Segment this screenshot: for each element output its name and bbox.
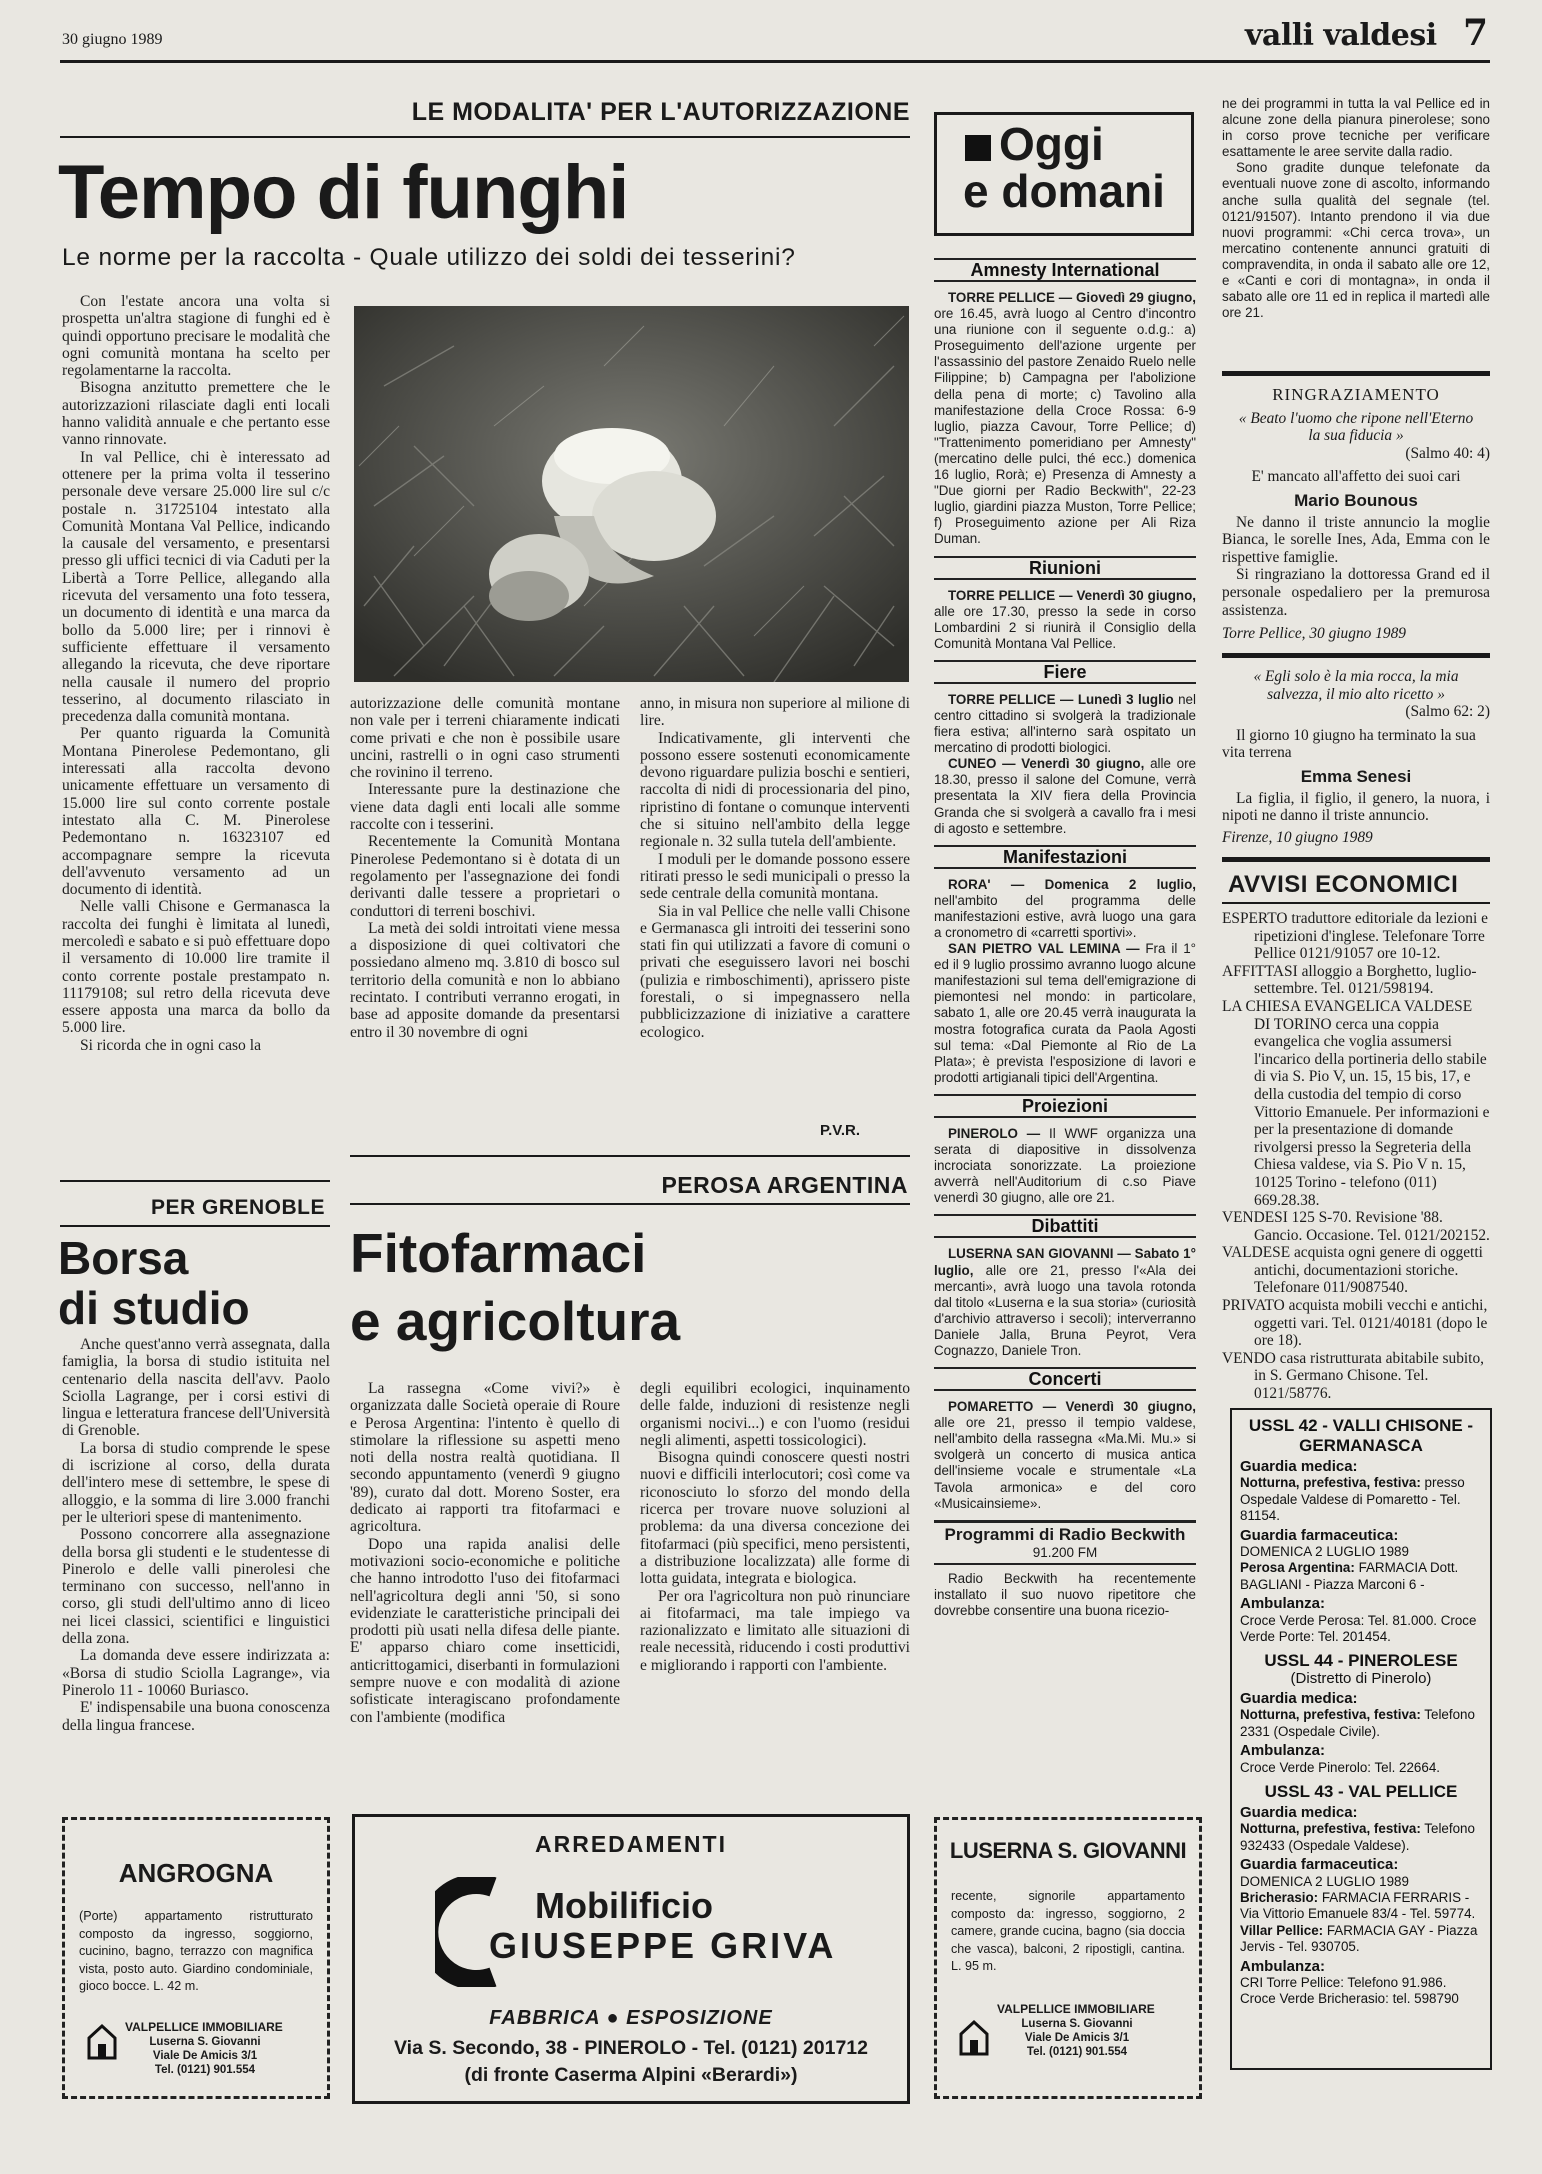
item-text: Fra il 1° ed il 9 luglio prossimo avranno luogo alcune manifestazioni sul tema dell'emigrazione di piemontesi nel mondo: in particolare, sabato 1, alle ore 20.45 verrà inaugurata la mostra fotografica curata da Paola Agosti sul tema: «Dal Piemonte al Rio de La Plata»; è prevista l'esposizione di lavori e prodotti artigianali tipici dell'Argentina. <box>934 941 1196 1085</box>
funghi-p: In val Pellice, chi è interessato ad ottenere per la prima volta il tesserino personale deve versare 25.000 lire sul c/c postale n. 31725104 intestato alla Comunità Montana Val Pellice, indicando la causale del versamento, e presentarsi presso gli uffici tecnici di via Caduti per la Libertà a Torre Pellice, allegando alla ricevuta del versamento una foto tessera, un documento di identità e una marca da bollo da 5.000 lire; per i rinnovi è sufficiente effettuare il versamento allegando la ricevuta, che deve riportare nella causale il numero del proprio tesserino, al documento rilasciato in precedenza dalla comunità montana. <box>62 448 330 726</box>
funghi-p: Recentemente la Comunità Montana Pinerolese Pedemontano si è dotata di un regolamento per l'assegnazione dei fondi derivanti dalle tessere a proprietari o conduttori di terreni boschivi. <box>350 833 620 920</box>
avvisi-heading-rule <box>1222 902 1490 904</box>
ussl-text <box>1240 1890 1482 1923</box>
ussl-43 <box>1240 1782 1482 2008</box>
ussl-value: Telefono 2331 (Ospedale Civile). <box>1240 1707 1475 1739</box>
avvisi-economici <box>1222 870 1492 1403</box>
oggi-item <box>934 692 1196 837</box>
avviso-item: ESPERTO traduttore editoriale da lezioni e ripetizioni d'inglese. Telefonare Torre Pellice 0121/91057 ore 10-12. <box>1222 910 1488 963</box>
emma-name: Emma Senesi <box>1300 766 1412 786</box>
oggi-item <box>934 290 1196 548</box>
luserna-ad <box>934 1817 1202 2099</box>
newspaper-name: valli valdesi <box>1245 18 1437 53</box>
funghi-p: Interessante pure la destinazione che viene data dagli enti locali alle somme raccolte con i tesserini. <box>350 781 620 834</box>
avviso-item: VALDESE acquista ogni genere di oggetti antichi, documentazioni storiche. Telefonare 011/9087540. <box>1222 1244 1483 1297</box>
borsa-top-rule <box>60 1180 330 1182</box>
ussl-text <box>1240 1821 1482 1854</box>
ussl-bold: Perosa Argentina: <box>1240 1560 1355 1576</box>
angrogna-addr: Viale De Amicis 3/1 <box>152 2050 258 2062</box>
emma-line: Il giorno 10 giugno ha terminato la sua vita terrena <box>1222 726 1476 762</box>
bullet-icon: ● <box>606 2007 620 2029</box>
angrogna-title: ANGROGNA <box>118 1858 274 1888</box>
oggi-item <box>934 1246 1196 1359</box>
fito-title-2: e agricoltura <box>350 1290 681 1352</box>
avvisi-heading: AVVISI ECONOMICI <box>1228 871 1459 898</box>
borsa-p: Anche quest'anno verrà assegnata, dalla famiglia, la borsa di studio istituita nel centenario della nascita dell'avv. Paolo Sciolla Lagrange, per i corsi estivi di lingua e letteratura francese dell'Università di Grenoble. <box>62 1336 330 1440</box>
oggi-item <box>934 588 1196 652</box>
item-lead: TORRE PELLICE — Venerdì 30 giugno, <box>948 587 1196 603</box>
griva-note: (di fronte Caserma Alpini «Berardi») <box>464 2064 798 2086</box>
luserna-agency: VALPELLICE IMMOBILIARE <box>997 2002 1155 2016</box>
emma-notice <box>1222 668 1490 846</box>
ringr-line: E' mancato all'affetto dei suoi cari <box>1251 468 1461 486</box>
griva-line1 <box>355 2007 907 2030</box>
ussl-value: Croce Verde Pinerolo: Tel. 22664. <box>1240 1759 1440 1775</box>
item-lead: PINEROLO — <box>948 1125 1041 1141</box>
luserna-tel: Tel. (0121) 901.554 <box>1026 2046 1128 2058</box>
fito-col1 <box>350 1380 620 1810</box>
emma-quote: « Egli solo è la mia rocca, la mia salvezza, il mio alto ricetto » <box>1253 668 1459 703</box>
ussl-subhead: Ambulanza: <box>1240 1957 1326 1975</box>
funghi-signature: P.V.R. <box>820 1122 861 1139</box>
ussl-bold: Bricherasio: <box>1240 1889 1319 1905</box>
item-lead: TORRE PELLICE — Lunedì 3 luglio <box>948 691 1174 707</box>
ussl-subhead: Guardia medica: <box>1240 1803 1358 1821</box>
ringr-name: Mario Bounous <box>1294 490 1418 510</box>
borsa-body <box>62 1336 330 1806</box>
borsa-title-1: Borsa <box>58 1232 189 1284</box>
oggi-square <box>965 135 991 161</box>
borsa-p: E' indispensabile una buona conoscenza della lingua francese. <box>62 1699 330 1734</box>
oggi-item <box>934 1126 1196 1206</box>
oggi-title-box <box>934 112 1194 236</box>
borsa-p: La borsa di studio comprende le spese di iscrizione al corso, della durata dell'intero mese di settembre, le spese di alloggio, e la somma di lire 3.000 franchi per le ulteriori spese di mantenimento. <box>62 1439 330 1526</box>
radio-text-p: Radio Beckwith ha recentemente installato il suo nuovo ripetitore che dovrebbe consentire una buona ricezio- <box>934 1570 1196 1618</box>
oggi-item <box>934 1399 1196 1512</box>
ussl-value: DOMENICA 2 LUGLIO 1989 <box>1240 1544 1409 1560</box>
luserna-title: LUSERNA S. GIOVANNI <box>949 1838 1187 1863</box>
ussl-value: CRI Torre Pellice: Telefono 91.986. Croce Verde Bricherasio: tel. 598790 <box>1240 1974 1459 2007</box>
emma-place: Firenze, 10 giugno 1989 <box>1222 828 1373 846</box>
item-lead: SAN PIETRO VAL LEMINA — <box>948 941 1140 957</box>
item-lead: RORA' — Domenica 2 luglio, <box>948 876 1196 892</box>
griva-top: ARREDAMENTI <box>535 1831 727 1857</box>
ringr-heading: RINGRAZIAMENTO <box>1272 385 1440 404</box>
item-lead: POMARETTO — Venerdì 30 giugno, <box>948 1399 1196 1415</box>
ussl-subhead: Guardia medica: <box>1240 1458 1358 1475</box>
item-text: ore 16.45, avrà luogo al Centro d'incontro una riunione con il seguente o.d.g.: a) Proseguimento dell'azione urgente per l'assassinio del pastore Zenaido Ruelo nelle Filippine; b) Campagna per l'abolizione della pena di morte; c) Tavolino alla manifestazione della Croce Rossa: 6-9 luglio, piazza Cavour, Torre Pellice; d) "Trattenimento pomeridiano per Amnesty" (mercatino delle pulci, thé ecc.) domenica 16 luglio, Rorà; e) Presenza di Amnesty a "Due giorni per Radio Beckwith", 22-23 luglio, giardini piazza Muston, Torre Pellice; f) Proseguimento azione per Ali Riza Duman. <box>934 306 1196 547</box>
ussl-district: (Distretto di Pinerolo) <box>1290 1670 1432 1688</box>
borsa-kicker: PER GRENOBLE <box>150 1196 325 1219</box>
avviso-item: VENDO casa ristrutturata abitabile subito, in S. Germano Chisone. Tel. 0121/58776. <box>1222 1349 1484 1403</box>
item-text: alle ore 21, presso l'«Ala dei mercanti», avrà luogo una tavola rotonda dal titolo «Luserna e la sua storia» (curiosità d'archivio attraverso i secoli); interverranno Daniele Jalla, Bruna Peyrot, Vera Cognazzo, Daniele Tron. <box>934 1262 1197 1358</box>
page-date: 30 giugno 1989 <box>62 31 163 48</box>
avviso-item: AFFITTASI alloggio a Borghetto, luglio-settembre. Tel. 0121/598194. <box>1222 962 1477 998</box>
fito-p: Bisogna quindi conoscere questi nostri nuovi e difficili interlocutori; così come va riconosciuto lo sforzo del mondo della ricerca per trovare nuove soluzioni al problema: da una diversa concezione dei fitofarmaci (più specifici, meno persistenti, a distribuzione localizzata) alle forme di lotta guidata, integrata e biologica. <box>640 1449 910 1588</box>
ussl-text <box>1240 1923 1482 1956</box>
radio-heading-box <box>934 1520 1196 1565</box>
angrogna-ad <box>62 1817 330 2099</box>
ussl-subhead: Ambulanza: <box>1240 1742 1326 1760</box>
item-lead: TORRE PELLICE — Giovedì 29 giugno, <box>948 290 1196 305</box>
radio-cont-p: ne dei programmi in tutta la val Pellice ed in alcune zone della pianura pinerolese; sono in corso prove tecniche per verificare esattamente le aree servite dalla radio. <box>1222 96 1490 160</box>
emma-ref: (Salmo 62: 2) <box>1405 703 1490 721</box>
fito-top-rule <box>350 1155 910 1157</box>
fito-p: Per ora l'agricoltura non può rinunciare ai fitofarmaci, ma tale impiego va razionalizzato e limitato alle situazioni di reale necessità, riducendo i costi produttivi e migliorando i rapporti con l'ambiente. <box>640 1587 910 1674</box>
mushroom-photo <box>354 306 909 682</box>
funghi-p: Indicativamente, gli interventi che possono essere sostenuti economicamente devono riguardare pulizia boschi e sentieri, raccolta di nidi di processionaria del pino, ripristino di fontane o comunque interventi che si situino nell'ambito della legge regionale n. 32 sulla tutela dell'ambiente. <box>640 729 910 851</box>
oggi-title-2: e domani <box>963 165 1165 217</box>
ussl-text <box>1240 1707 1482 1740</box>
funghi-p: La metà dei soldi introitati viene messa a disposizione di quei coltivatori che possiedano almeno mq. 3.810 di bosco sul territorio della comunità e non lo abbiano recintato. I contributi verranno erogati, in base ad apposite domande da presentarsi entro il 30 novembre di ogni <box>350 919 620 1041</box>
house-icon <box>957 2016 991 2058</box>
ussl-text <box>1240 1475 1482 1524</box>
ussl-bold: Notturna, prefestiva, festiva: <box>1240 1475 1421 1491</box>
ringr-text: Si ringraziano la dottoressa Grand ed il personale ospedaliero per la premurosa assistenza. <box>1222 566 1490 619</box>
ussl-bold: Notturna, prefestiva, festiva: <box>1240 1821 1421 1837</box>
funghi-p: Sia in val Pellice che nelle valli Chisone e Germanasca gli introiti dei tesserini sono stati fin qui utilizzati a favore di comuni o privati che eseguissero lavori nei boschi (pulizia e rimboschimenti), aprissero piste forestali, o si impegnassero nella pubblicizzazione di iniziative a carattere ecologico. <box>640 902 910 1041</box>
ringr-text: Ne danno il triste annuncio la moglie Bianca, le sorelle Ines, Ada, Emma con le rispettive famiglie. <box>1222 513 1490 566</box>
ussl-value: FARMACIA GAY - Piazza Jervis - Tel. 930705. <box>1240 1922 1478 1955</box>
funghi-p: Si ricorda che in ogni caso la <box>80 1036 262 1054</box>
ussl-44 <box>1240 1651 1482 1775</box>
radio-cont-p: Sono gradite dunque telefonate da eventuali nuove zone di ascolto, informando anche sulla qualità del segnale (tel. 0121/91507). Intanto prendono il via due nuovi programmi: «Chi cerca trova», un mercatino contenente annunci gratuiti di compravendita, in onda il sabato alle ore 12, e «Canti e cori di montagna», in onda il sabato alle ore 11 ed in replica il martedì alle ore 21. <box>1222 160 1490 321</box>
radio-frequency: 91.200 FM <box>1032 1544 1098 1560</box>
ussl-value: Croce Verde Perosa: Tel. 81.000. Croce Verde Porte: Tel. 201454. <box>1240 1612 1477 1645</box>
ussl-value: FARMACIA Dott. BAGLIANI - Piazza Marconi 6 - <box>1240 1560 1459 1592</box>
ringr-ref: (Salmo 40: 4) <box>1405 444 1490 462</box>
item-text: Il WWF organizza una serata di diapositive in dissolvenza incrociata sonorizzate. La proiezione avverrà nell'Auditorium di c.so Piave venerdì 30 giugno, alle ore 21. <box>934 1125 1197 1206</box>
luserna-addr: Viale De Amicis 3/1 <box>1024 2032 1130 2044</box>
ussl-subhead: Guardia farmaceutica: <box>1240 1526 1399 1544</box>
ussl-value: FARMACIA FERRARIS - Via Vittorio Emanuele 83/4 - Tel. 59774. <box>1240 1889 1476 1922</box>
funghi-col2 <box>350 695 620 1150</box>
ussl-subhead: Guardia medica: <box>1240 1689 1358 1707</box>
page-number: 7 <box>1463 12 1489 54</box>
funghi-p: Nelle valli Chisone e Germanasca la raccolta dei funghi è limitata al lunedì, mercoledì e sabato e si può effettuare dopo il versamento di 10.000 lire tramite il conto corrente postale prestampato n. 11179108; sul retro della ricevuta deve essere apposta una marca da bollo da 5.000 lire. <box>62 898 330 1037</box>
griva-fabbrica: FABBRICA <box>489 2007 600 2029</box>
funghi-p: Bisogna anzitutto premettere che le autorizzazioni rilasciate dagli enti locali hanno validità annuale e che pertanto esse vanno rinnovate. <box>62 379 330 449</box>
luserna-addr: Luserna S. Giovanni <box>1021 2018 1133 2030</box>
borsa-p: La domanda deve essere indirizzata a: «Borsa di studio Sciolla Lagrange», via Pinerolo 11 - 10060 Buriasco. <box>62 1647 330 1699</box>
ussl-subhead: Guardia farmaceutica: <box>1240 1856 1399 1874</box>
ussl-value: Telefono 932433 (Ospedale Valdese). <box>1240 1821 1475 1853</box>
ringraziamento <box>1222 386 1490 643</box>
item-text: nel centro cittadino si svolgerà la tradizionale fiera estiva; all'interno sarà ospitato un mercatino di prodotti biologici. <box>934 691 1196 756</box>
house-icon <box>85 2020 119 2062</box>
funghi-p: autorizzazione delle comunità montane non vale per i terreni chiaramente indicati come privati e che non è possibile usare uncini, rastrelli o in ogni caso strumenti che rovinino il terreno. <box>350 695 620 782</box>
item-text: nell'ambito del programma delle manifestazioni estive, avrà luogo una gara a cronometro di «carretti sportivi». <box>934 892 1196 940</box>
avvisi-list <box>1222 910 1492 1403</box>
angrogna-agency: VALPELLICE IMMOBILIARE <box>125 2020 283 2034</box>
angrogna-text: (Porte) appartamento ristrutturato composto da ingresso, soggiorno, cucinino, bagno, terrazzo con magnifica vista, posto auto. Giardino condominiale, gioco bocce. L. 42 m. <box>79 1909 313 1993</box>
ussl-box <box>1230 1408 1492 2070</box>
funghi-p: Per quanto riguarda la Comunità Montana Pinerolese Pedemontano, gli interessati alla raccolta devono unicamente effettuare un versamento di 15.000 lire sul conto corrente postale intestato alla C. M. Pinerolese Pedemontano n. 16323107 ed accompagnare sempre la ricevuta dell'avvenuto versamento ad un documento di identità. <box>62 725 330 899</box>
avviso-item: PRIVATO acquista mobili vecchi e antichi, oggetti vari. Tel. 0121/40181 (dopo le ore 18). <box>1222 1297 1488 1350</box>
kicker-rule <box>60 136 910 138</box>
emma-rule <box>1222 653 1490 658</box>
fito-kicker: PEROSA ARGENTINA <box>661 1172 908 1198</box>
ussl-value: DOMENICA 2 LUGLIO 1989 <box>1240 1873 1409 1889</box>
oggi-column <box>934 258 1196 1798</box>
funghi-p: anno, in misura non superiore al milione di lire. <box>640 695 910 730</box>
radio-text <box>934 1571 1196 1619</box>
item-text: alle ore 18.30, presso il salone del Comune, verrà presentata la XIV fiera della Provincia Granda che si svolgerà a cavallo fra i mesi di agosto e settembre. <box>934 756 1196 836</box>
funghi-kicker: LE MODALITA' PER L'AUTORIZZAZIONE <box>411 98 910 126</box>
fito-col2 <box>640 1380 910 1810</box>
luserna-text: recente, signorile appartamento composto da: ingresso, soggiorno, 2 camere, grande cucina, bagno (sia doccia che vasca), balconi, 2 ripostigli, cantina. L. 95 m. <box>951 1889 1185 1973</box>
funghi-col3 <box>640 695 910 1125</box>
ussl-bold: Villar Pellice: <box>1240 1922 1324 1938</box>
ussl-42 <box>1240 1416 1482 1645</box>
fito-title-1: Fitofarmaci <box>350 1222 647 1284</box>
borsa-title-2: di studio <box>58 1282 250 1334</box>
griva-brand-1: Mobilificio <box>535 1885 713 1926</box>
ussl-title: USSL 42 - VALLI CHISONE - GERMANASCA <box>1248 1416 1474 1455</box>
ringr-quote: « Beato l'uomo che ripone nell'Eterno la sua fiducia » <box>1238 409 1474 445</box>
funghi-title: Tempo di funghi <box>58 150 629 235</box>
ussl-title: USSL 44 - PINEROLESE <box>1264 1651 1458 1671</box>
borsa-p: Possono concorrere alla assegnazione della borsa gli studenti e le studentesse di Pinerolo e delle valli pinerolesi che terminano con successo, nell'anno in corso, gli studi dell'ultimo anno di liceo nei licei classici, scientifici e linguistici della zona. <box>62 1526 330 1648</box>
angrogna-addr: Luserna S. Giovanni <box>149 2036 261 2048</box>
borsa-kicker-rule <box>60 1225 330 1227</box>
section-heading: Manifestazioni <box>934 845 1196 869</box>
section-heading: Fiere <box>934 660 1196 684</box>
ussl-subhead: Ambulanza: <box>1240 1595 1326 1613</box>
griva-address: Via S. Secondo, 38 - PINEROLO - Tel. (0121) 201712 <box>394 2037 868 2059</box>
ussl-value: presso Ospedale Valdese di Pomaretto - Tel. 81154. <box>1240 1475 1465 1524</box>
item-lead: CUNEO — Venerdì 30 giugno, <box>948 756 1145 772</box>
section-heading: Amnesty International <box>934 258 1196 282</box>
header-rule <box>60 60 1490 63</box>
emma-text: La figlia, il figlio, il genero, la nuora, i nipoti ne danno il triste annuncio. <box>1222 789 1490 825</box>
section-heading: Riunioni <box>934 556 1196 580</box>
section-heading: Proiezioni <box>934 1094 1196 1118</box>
radio-heading: Programmi di Radio Beckwith <box>944 1524 1186 1544</box>
ringr-place: Torre Pellice, 30 giugno 1989 <box>1222 625 1406 643</box>
ussl-title: USSL 43 - VAL PELLICE <box>1264 1781 1458 1801</box>
item-text: alle ore 21, presso il tempio valdese, nell'ambito della rassegna «Ma.Mi. Mu.» si svolgerà un concerto di musica antica dell'insieme vocale e strumentale «La Tavola armonica» e del coro «Musicainsieme». <box>934 1415 1196 1511</box>
ringr-rule <box>1222 371 1490 376</box>
funghi-col1 <box>62 293 330 1173</box>
griva-ad <box>352 1814 910 2104</box>
griva-brand-2: GIUSEPPE GRIVA <box>489 1925 837 1966</box>
section-heading: Concerti <box>934 1367 1196 1391</box>
funghi-p: Con l'estate ancora una volta si prospetta un'altra stagione di funghi ed è quindi opportuno precisare le modalità che ogni comunità montana ha scelto per regolamentarne la raccolta. <box>62 293 330 380</box>
avviso-item: LA CHIESA EVANGELICA VALDESE DI TORINO cerca una coppia evangelica che voglia assumersi l'incarico della portineria dello stabile di via S. Pio V, un. 15, 15 bis, 17, e della custodia del tempio di corso Vittorio Emanuele. Per informazioni e per la presentazione di domande rivolgersi presso la Segreteria della Chiesa valdese, via S. Pio V n. 15, 10125 Torino - telefono (011) 669.28.38. <box>1222 997 1490 1209</box>
item-lead: LUSERNA SAN GIOVANNI — Sabato 1° luglio, <box>934 1246 1196 1278</box>
fito-p: Dopo una rapida analisi delle motivazioni socio-economiche e politiche che hanno introdotto l'uso dei fitofarmaci nell'agricoltura degli anni '50, si sono evidenziate le caratteristiche principali dei prodotti più usati nella difesa delle piante. E' apparso chiaro come insetticidi, anticrittogamici, diserbanti in formulazioni sempre nuove e con modalità di azione sofisticate interagiscano profondamente con l'ambiente (modifica <box>350 1535 620 1726</box>
ussl-bold: Notturna, prefestiva, festiva: <box>1240 1707 1421 1723</box>
oggi-title-1: Oggi <box>999 118 1104 170</box>
funghi-subtitle: Le norme per la raccolta - Quale utilizzo dei soldi dei tesserini? <box>62 244 796 271</box>
radio-continued <box>1222 96 1490 321</box>
fito-p: La rassegna «Come vivi?» è organizzata dalle Società operaie di Roure e Perosa Argentina: l'intento è quello di stimolare la riflessione su aspetti meno noti della nostra realtà quotidiana. Il secondo appuntamento (venerdì 9 giugno '89), curato dal dott. Moreno Soster, era dedicato ai rapporti tra fitofarmaci e agricoltura. <box>350 1380 620 1536</box>
item-text: alle ore 17.30, presso la sede in corso Lombardini 2 si riunirà il Consiglio della Comunità Montana Val Pellice. <box>934 603 1196 651</box>
funghi-p: I moduli per le domande possono essere ritirati presso le sedi municipali o presso la sede centrale della comunità montana. <box>640 850 910 903</box>
fito-p: degli equilibri ecologici, inquinamento delle falde, induzioni di resistenze negli organismi nocivi...) e con l'uomo (residui negli alimenti, aspetti tossicologici). <box>640 1380 910 1449</box>
mushroom-photo-svg <box>354 306 909 682</box>
angrogna-tel: Tel. (0121) 901.554 <box>154 2064 256 2076</box>
oggi-item <box>934 877 1196 1086</box>
griva-esposizione: ESPOSIZIONE <box>626 2007 773 2029</box>
fito-kicker-rule <box>350 1203 910 1205</box>
section-heading: Dibattiti <box>934 1214 1196 1238</box>
avvisi-rule <box>1222 857 1490 862</box>
avviso-item: VENDESI 125 S-70. Revisione '88. Gancio. Occasione. Tel. 0121/202152. <box>1222 1209 1490 1244</box>
ussl-text <box>1240 1560 1482 1593</box>
